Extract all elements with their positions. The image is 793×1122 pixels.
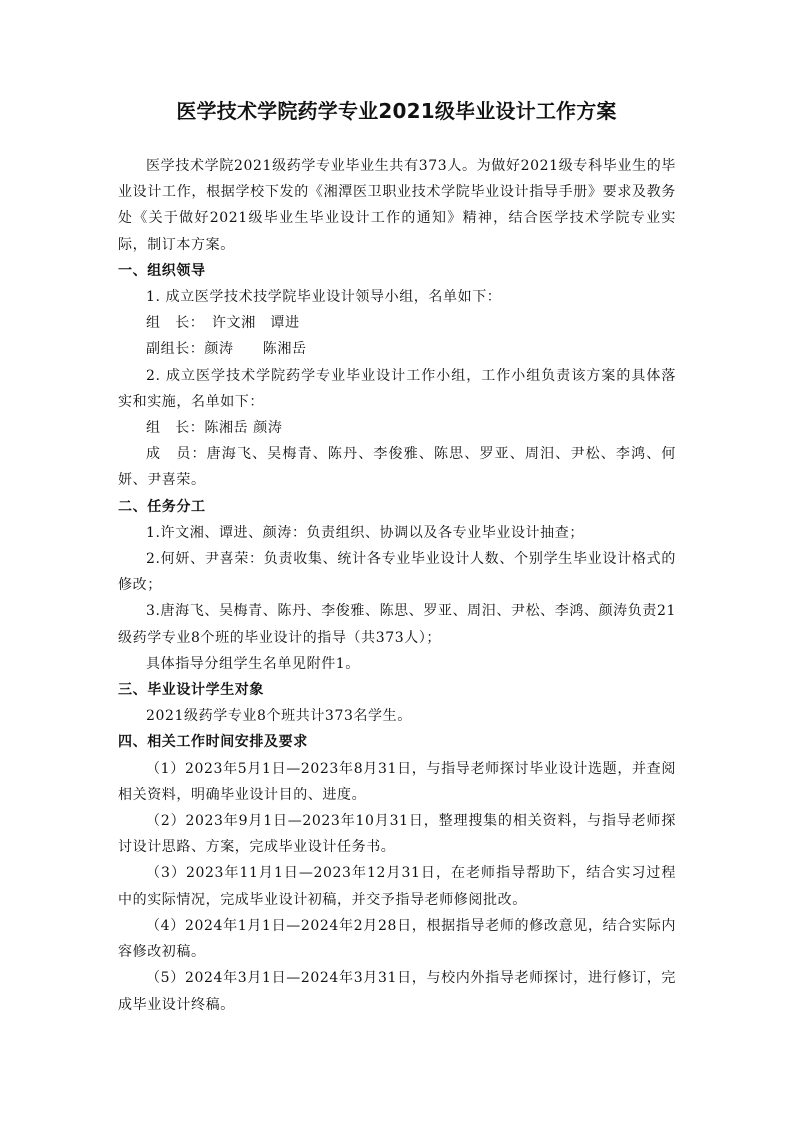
schedule-item-4: （4）2024年1月1日—2024年2月28日，根据指导老师的修改意见，结合实际内容修改初稿。 [118,917,676,961]
org-item-1: 1. 成立医学技术技学院毕业设计领导小组，名单如下： [146,289,502,306]
section-heading-students: 三、毕业设计学生对象 [118,682,264,699]
document-body [118,153,676,1018]
leader-line: 组 长： 许文湘 谭进 [146,315,300,332]
division-item-3: 3.唐海飞、吴梅青、陈丹、李俊雅、陈思、罗亚、周汨、尹松、李鸿、颜涛负责21级药学专业8个班的毕业设计的指导（共373人）； [118,603,676,646]
intro-paragraph: 医学技术学院2021级药学专业毕业生共有373人。为做好2021级专科毕业生的毕业设计工作，根据学校下发的《湘潭医卫职业技术学院毕业设计指导手册》要求及教务处《关于做好2021级毕业生毕业设计工作的通知》精神，结合医学技术学院专业实际，制订本方案。 [118,158,676,253]
document-title: 医学技术学院药学专业2021级毕业设计工作方案 [176,99,617,123]
division-item-1: 1.许文湘、谭进、颜涛：负责组织、协调以及各专业毕业设计抽查； [146,524,584,541]
org-item-2: 2. 成立医学技术学院药学专业毕业设计工作小组，工作小组负责该方案的具体落实和实施，名单如下： [118,367,676,410]
students-text: 2021级药学专业8个班共计373名学生。 [146,708,412,725]
members-line: 成 员：唐海飞、吴梅青、陈丹、李俊雅、陈思、罗亚、周汨、尹松、李鸿、何妍、尹喜荣。 [118,446,676,489]
division-note: 具体指导分组学生名单见附件1。 [146,655,360,672]
schedule-item-1: （1）2023年5月1日—2023年8月31日，与指导老师探讨毕业设计选题，并查阅相关资料，明确毕业设计目的、进度。 [118,760,676,803]
schedule-item-3: （3）2023年11月1日—2023年12月31日，在老师指导帮助下，结合实习过程中的实际情况，完成毕业设计初稿，并交予指导老师修阅批改。 [118,865,676,908]
group-leader-line: 组 长：陈湘岳 颜涛 [146,420,283,437]
vice-leader-line: 副组长：颜涛 陈湘岳 [146,341,307,358]
schedule-item-5: （5）2024年3月1日—2024年3月31日，与校内外指导老师探讨，进行修订，完成毕业设计终稿。 [118,970,676,1013]
section-heading-organization: 一、组织领导 [118,262,206,279]
section-heading-division: 二、任务分工 [118,498,206,515]
schedule-item-2: （2）2023年9月1日—2023年10月31日，整理搜集的相关资料，与指导老师探讨设计思路、方案，完成毕业设计任务书。 [118,813,676,856]
section-heading-schedule: 四、相关工作时间安排及要求 [118,734,308,751]
division-item-2: 2.何妍、尹喜荣：负责收集、统计各专业毕业设计人数、个别学生毕业设计格式的修改； [118,551,676,594]
